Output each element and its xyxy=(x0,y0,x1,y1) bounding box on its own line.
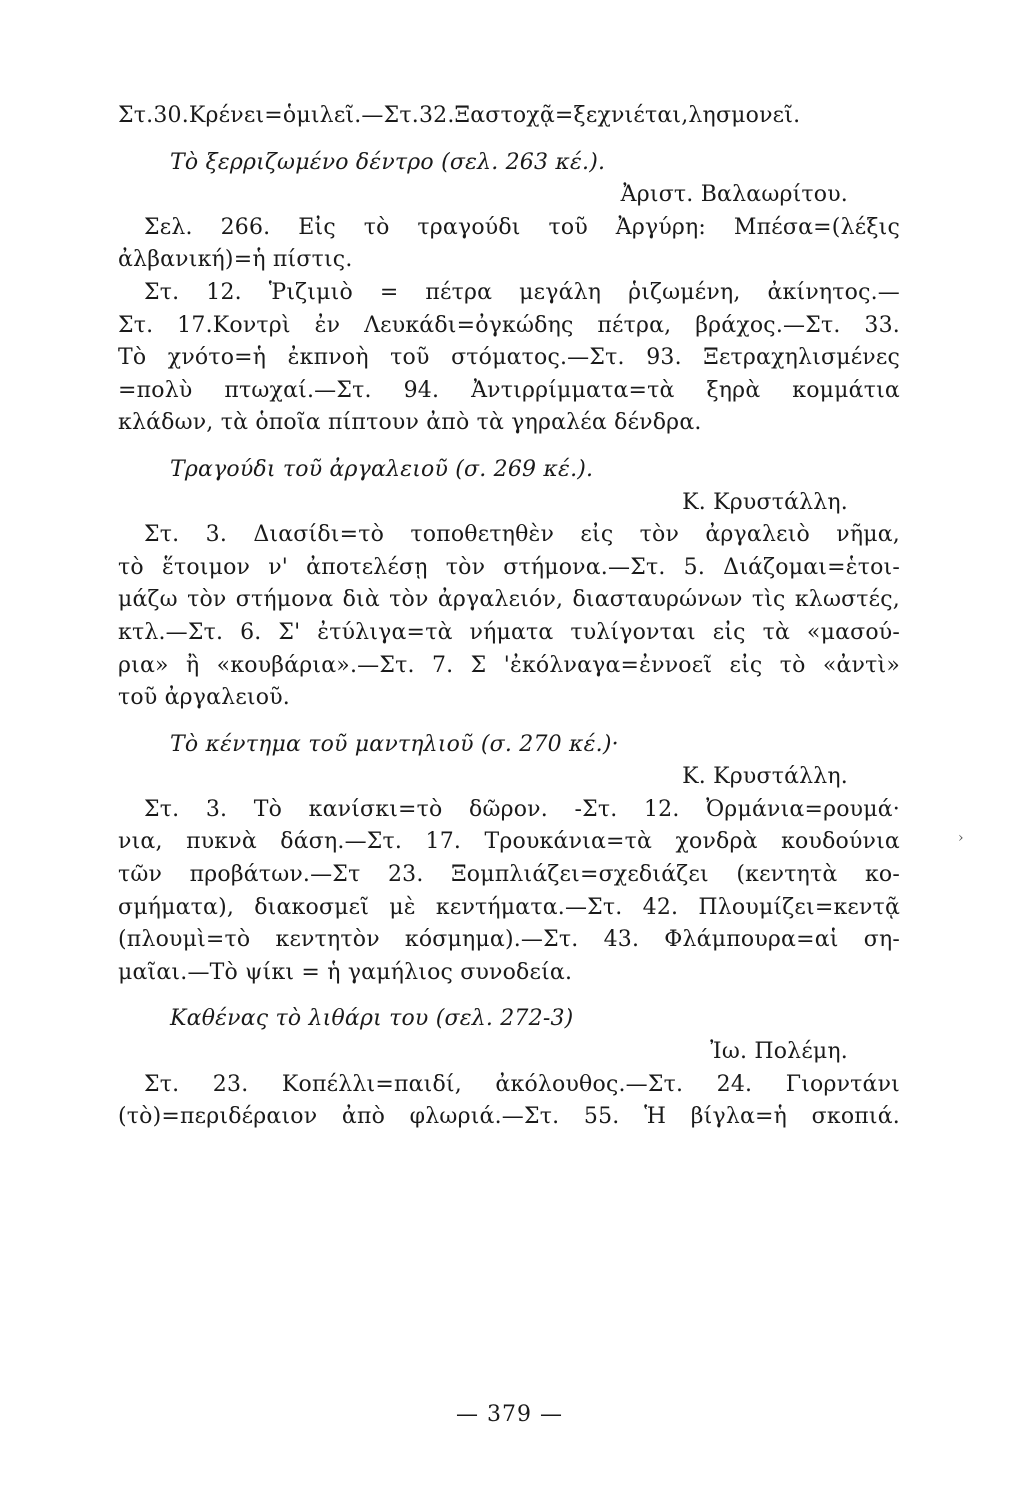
text-line: τὸ ἕτοιμον ν' ἀποτελέσῃ τὸν στήμονα.—Στ. 5. Διάζομαι=ἑτοι- xyxy=(118,554,900,580)
margin-mark: › xyxy=(958,830,964,846)
text-line: σμήματα), διακοσμεῖ μὲ κεντήματα.—Στ. 42. Πλουμίζει=κεντᾷ xyxy=(118,894,900,920)
section-heading: Τραγούδι τοῦ ἀργαλειοῦ (σ. 269 κέ.). xyxy=(170,456,594,482)
text-line: Σελ. 266. Εἰς τὸ τραγούδι τοῦ Ἀργύρη: Μπέσα=(λέξις xyxy=(144,214,900,240)
text-line: =πολὺ πτωχαί.—Στ. 94. Ἀντιρρίμματα=τὰ ξηρὰ κομμάτια xyxy=(118,377,900,403)
text-line: Στ. 3. Διασίδι=τὸ τοποθετηθὲν εἰς τὸν ἀργαλειὸ νῆμα, xyxy=(144,522,900,548)
text-line: Τὸ χνότο=ἡ ἐκπνοὴ τοῦ στόματος.—Στ. 93. Ξετραχηλισμένες xyxy=(118,345,900,371)
page-text xyxy=(118,100,900,1134)
text-line: τοῦ ἀργαλειοῦ. xyxy=(118,685,290,711)
text-line: ρια» ἢ «κουβάρια».—Στ. 7. Σ 'ἐκόλναγα=ἐννοεῖ εἰς τὸ «ἀντὶ» xyxy=(118,652,900,678)
section-author: Κ. Κρυστάλλη. xyxy=(682,764,848,790)
section-heading: Τὸ ξερριζωμένο δέντρο (σελ. 263 κέ.). xyxy=(170,149,606,175)
section-heading: Τὸ κέντημα τοῦ μαντηλιοῦ (σ. 270 κέ.)· xyxy=(170,731,619,757)
text-line: Στ. 3. Τὸ κανίσκι=τὸ δῶρον. -Στ. 12. Ὀρμάνια=ρουμά· xyxy=(144,796,900,822)
text-line: Στ.30.Κρένει=ὁμιλεῖ.—Στ.32.Ξαστοχᾷ=ξεχνιέται,λησμονεῖ. xyxy=(118,103,801,128)
text-line: Στ. 23. Κοπέλλι=παιδί, ἀκόλουθος.—Στ. 24. Γιορντάνι xyxy=(144,1071,900,1097)
section-author: Κ. Κρυστάλλη. xyxy=(682,489,848,515)
text-line: νια, πυκνὰ δάση.—Στ. 17. Τρουκάνια=τὰ χονδρὰ κουδούνια xyxy=(118,829,900,855)
text-line: κτλ.—Στ. 6. Σ' ἐτύλιγα=τὰ νήματα τυλίγονται εἰς τὰ «μασού- xyxy=(118,619,900,645)
text-line: (πλουμὶ=τὸ κεντητὸν κόσμημα).—Στ. 43. Φλάμπουρα=αἱ ση- xyxy=(118,927,900,953)
section-heading: Καθένας τὸ λιθάρι του (σελ. 272-3) xyxy=(170,1006,574,1032)
text-line: τῶν προβάτων.—Στ 23. Ξομπλιάζει=σχεδιάζει (κεντητὰ κο- xyxy=(118,862,900,888)
text-line: Στ. 12. Ῥιζιμιὸ = πέτρα μεγάλη ῥιζωμένη, ἀκίνητος.— xyxy=(144,279,900,305)
page-number: — 379 — xyxy=(456,1402,563,1427)
text-line: (τὸ)=περιδέραιον ἀπὸ φλωριά.—Στ. 55. Ἡ βίγλα=ἡ σκοπιά. xyxy=(118,1104,900,1130)
text-line: ἀλβανική)=ἡ πίστις. xyxy=(118,247,353,273)
section-author: Ἀριστ. Βαλαωρίτου. xyxy=(620,182,848,208)
text-line: μαῖαι.—Τὸ ψίκι = ἡ γαμήλιος συνοδεία. xyxy=(118,959,573,985)
section-author: Ἰω. Πολέμη. xyxy=(710,1039,848,1065)
text-line: μάζω τὸν στήμονα διὰ τὸν ἀργαλειόν, διασταυρώνων τὶς κλωστές, xyxy=(118,587,900,613)
text-line: κλάδων, τὰ ὁποῖα πίπτουν ἀπὸ τὰ γηραλέα δένδρα. xyxy=(118,410,702,436)
text-line: Στ. 17.Κοντρὶ ἐν Λευκάδι=ὀγκώδης πέτρα, βράχος.—Στ. 33. xyxy=(118,312,900,338)
